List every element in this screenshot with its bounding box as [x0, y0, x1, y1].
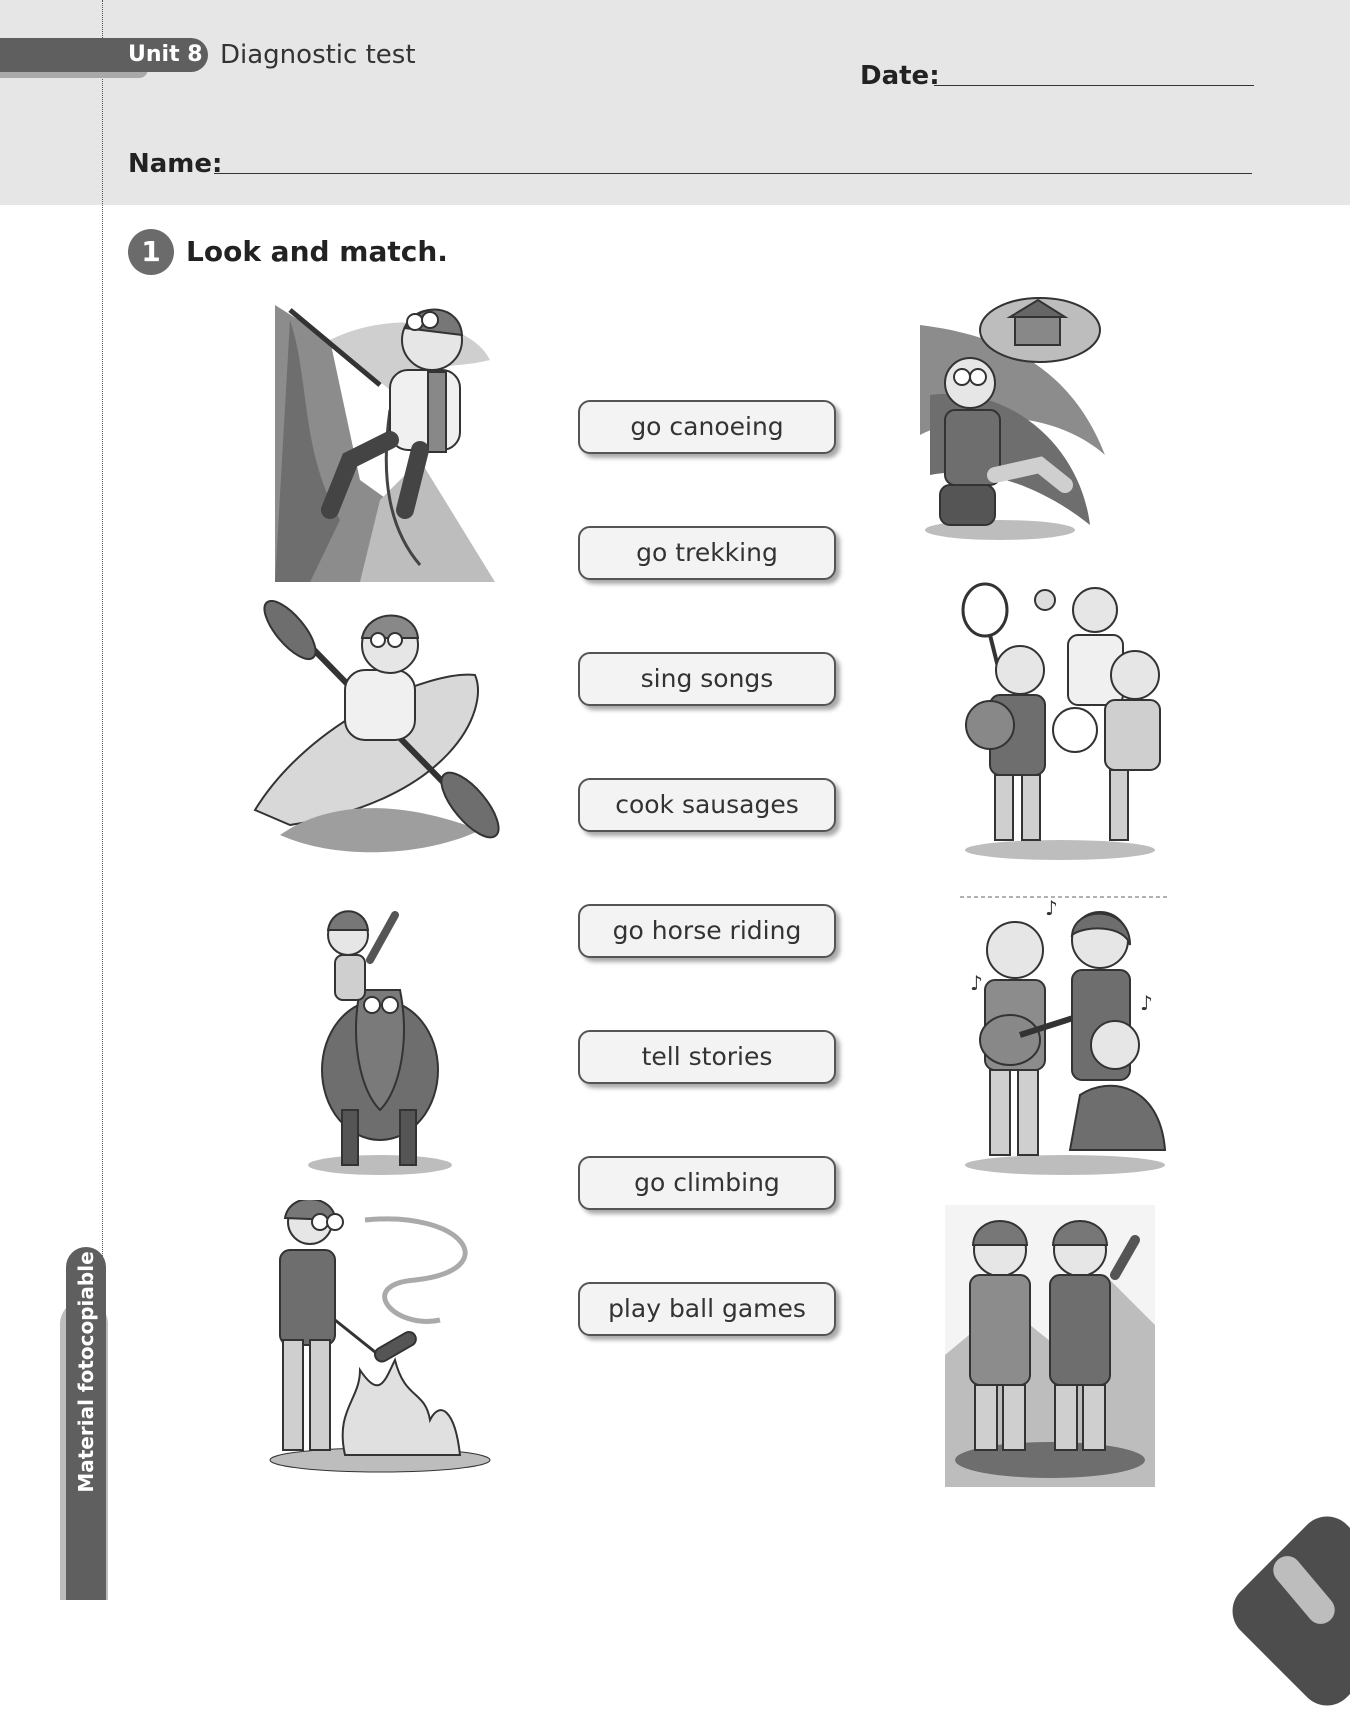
word-box-go-trekking[interactable]: go trekking	[578, 526, 836, 580]
campfire-icon	[270, 1200, 490, 1472]
exercise-instruction: Look and match.	[186, 235, 448, 268]
canoeing-picture[interactable]	[250, 600, 506, 862]
page-title: Diagnostic test	[220, 40, 416, 70]
ball-players-icon	[963, 584, 1160, 860]
hikers-icon	[945, 1205, 1155, 1487]
word-box-sing-songs[interactable]: sing songs	[578, 652, 836, 706]
name-label: Name:	[128, 149, 223, 179]
word-box-cook-sausages[interactable]: cook sausages	[578, 778, 836, 832]
svg-text:♪: ♪	[970, 971, 983, 995]
word-box-go-climbing[interactable]: go climbing	[578, 1156, 836, 1210]
exercise-number-badge: 1	[128, 229, 174, 275]
word-box-go-canoeing[interactable]: go canoeing	[578, 400, 836, 454]
singers-guitar-icon	[960, 896, 1170, 1175]
climber-icon	[275, 305, 495, 582]
horse-riding-picture[interactable]	[300, 900, 460, 1182]
trekking-picture[interactable]	[945, 1205, 1155, 1487]
singing-songs-picture[interactable]	[960, 895, 1170, 1180]
unit-label: Unit 8	[128, 42, 203, 67]
word-box-go-horse-riding[interactable]: go horse riding	[578, 904, 836, 958]
storyteller-icon	[920, 298, 1105, 540]
date-field[interactable]	[934, 85, 1254, 86]
side-tab-label: Material fotocopiable	[74, 1251, 98, 1493]
word-box-play-ball-games[interactable]: play ball games	[578, 1282, 836, 1336]
name-field[interactable]	[214, 173, 1252, 174]
horse-rider-icon	[308, 911, 452, 1175]
climbing-picture[interactable]	[270, 300, 496, 582]
telling-stories-picture[interactable]	[920, 295, 1105, 545]
svg-text:♪: ♪	[1140, 991, 1153, 1015]
svg-text:♪: ♪	[1045, 896, 1058, 920]
date-label: Date:	[860, 61, 940, 91]
cooking-sausages-picture[interactable]	[265, 1200, 495, 1475]
ball-games-picture[interactable]	[960, 580, 1170, 865]
canoe-icon	[255, 600, 506, 852]
page-number: 269	[1229, 1538, 1271, 1562]
word-box-tell-stories[interactable]: tell stories	[578, 1030, 836, 1084]
